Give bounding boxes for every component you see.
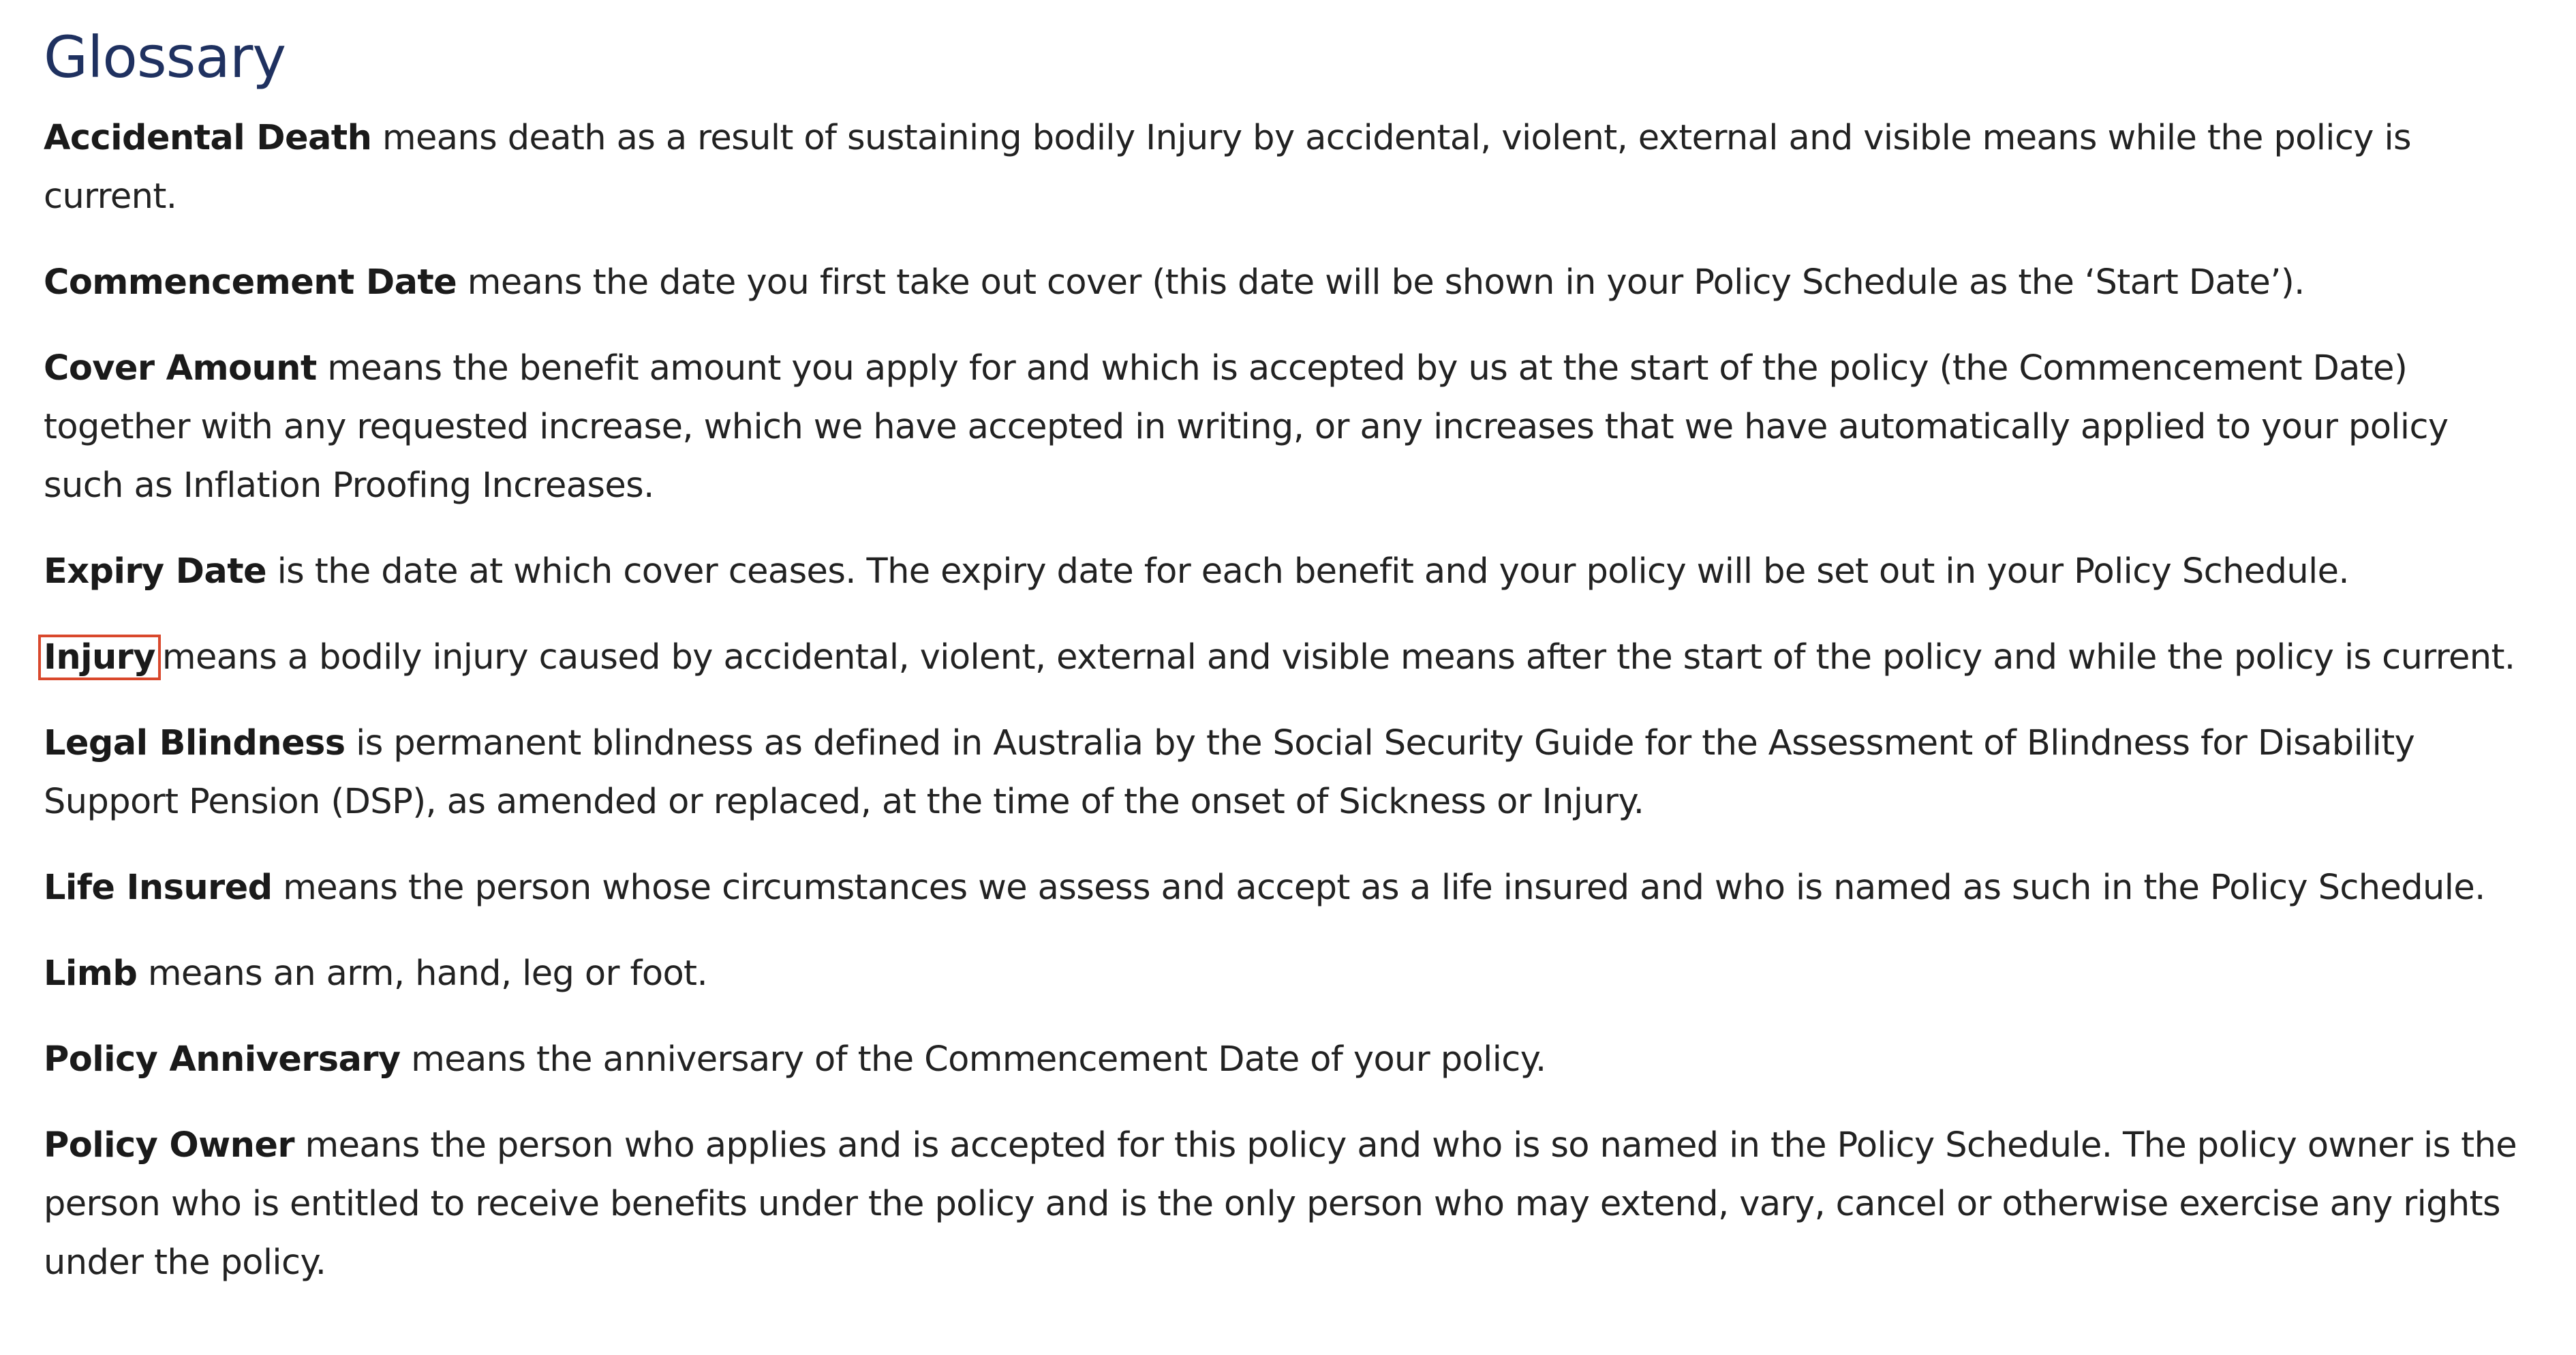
glossary-entry-commencement-date (44, 254, 2536, 312)
glossary-term: Policy Anniversary (44, 1039, 401, 1080)
glossary-term: Limb (44, 954, 138, 994)
glossary-term: Cover Amount (44, 348, 317, 389)
glossary-entry-legal-blindness (44, 714, 2536, 832)
highlighted-term-injury[interactable]: Injury (41, 637, 158, 678)
glossary-term: Legal Blindness (44, 723, 346, 763)
glossary-entry-policy-anniversary (44, 1031, 2536, 1089)
glossary-definition: means an arm, hand, leg or foot. (137, 954, 708, 994)
glossary-definition: is permanent blindness as defined in Australia by the Social Security Guide for the Assessment of Blindness for Disability Support Pension (DSP), as amended or replaced, at the time of the onset of Sickness or Injury. (44, 723, 2415, 822)
glossary-entry-limb (44, 945, 2536, 1003)
glossary-list (44, 109, 2536, 1292)
glossary-definition: means the person who applies and is accepted for this policy and who is so named in the Policy Schedule. The policy owner is the person who is entitled to receive benefits under the policy and is the only person who may extend, vary, cancel or otherwise exercise any rights under the policy. (44, 1125, 2517, 1283)
glossary-definition: means the benefit amount you apply for and which is accepted by us at the start of the policy (the Commencement Date) together with any requested increase, which we have accepted in writing, or any increases that we have automatically applied to your policy such as Inflation Proofing Increases. (44, 348, 2449, 506)
glossary-definition: is the date at which cover ceases. The expiry date for each benefit and your policy will be set out in your Policy Schedule. (266, 551, 2350, 592)
glossary-term: Expiry Date (44, 551, 266, 592)
glossary-entry-cover-amount (44, 339, 2536, 515)
glossary-entry-expiry-date (44, 543, 2536, 601)
glossary-term: Commencement Date (44, 262, 457, 303)
glossary-term: Life Insured (44, 868, 273, 908)
glossary-definition: means death as a result of sustaining bodily Injury by accidental, violent, external and visible means while the policy is current. (44, 118, 2412, 217)
glossary-entry-accidental-death (44, 109, 2536, 226)
glossary-term: Policy Owner (44, 1125, 294, 1166)
glossary-definition: means the person whose circumstances we assess and accept as a life insured and who is named as such in the Policy Schedule. (272, 868, 2485, 908)
glossary-entry-life-insured (44, 859, 2536, 917)
glossary-entry-injury (44, 628, 2536, 687)
glossary-term: Accidental Death (44, 118, 372, 158)
glossary-definition: means the date you first take out cover (this date will be shown in your Policy Schedule as the ‘Start Date’). (457, 262, 2305, 303)
glossary-entry-policy-owner (44, 1116, 2536, 1292)
glossary-definition: means a bodily injury caused by accidental, violent, external and visible means after the start of the policy and while the policy is current. (162, 637, 2515, 678)
page-title: Glossary (44, 24, 286, 91)
glossary-definition: means the anniversary of the Commencement Date of your policy. (400, 1039, 1546, 1080)
